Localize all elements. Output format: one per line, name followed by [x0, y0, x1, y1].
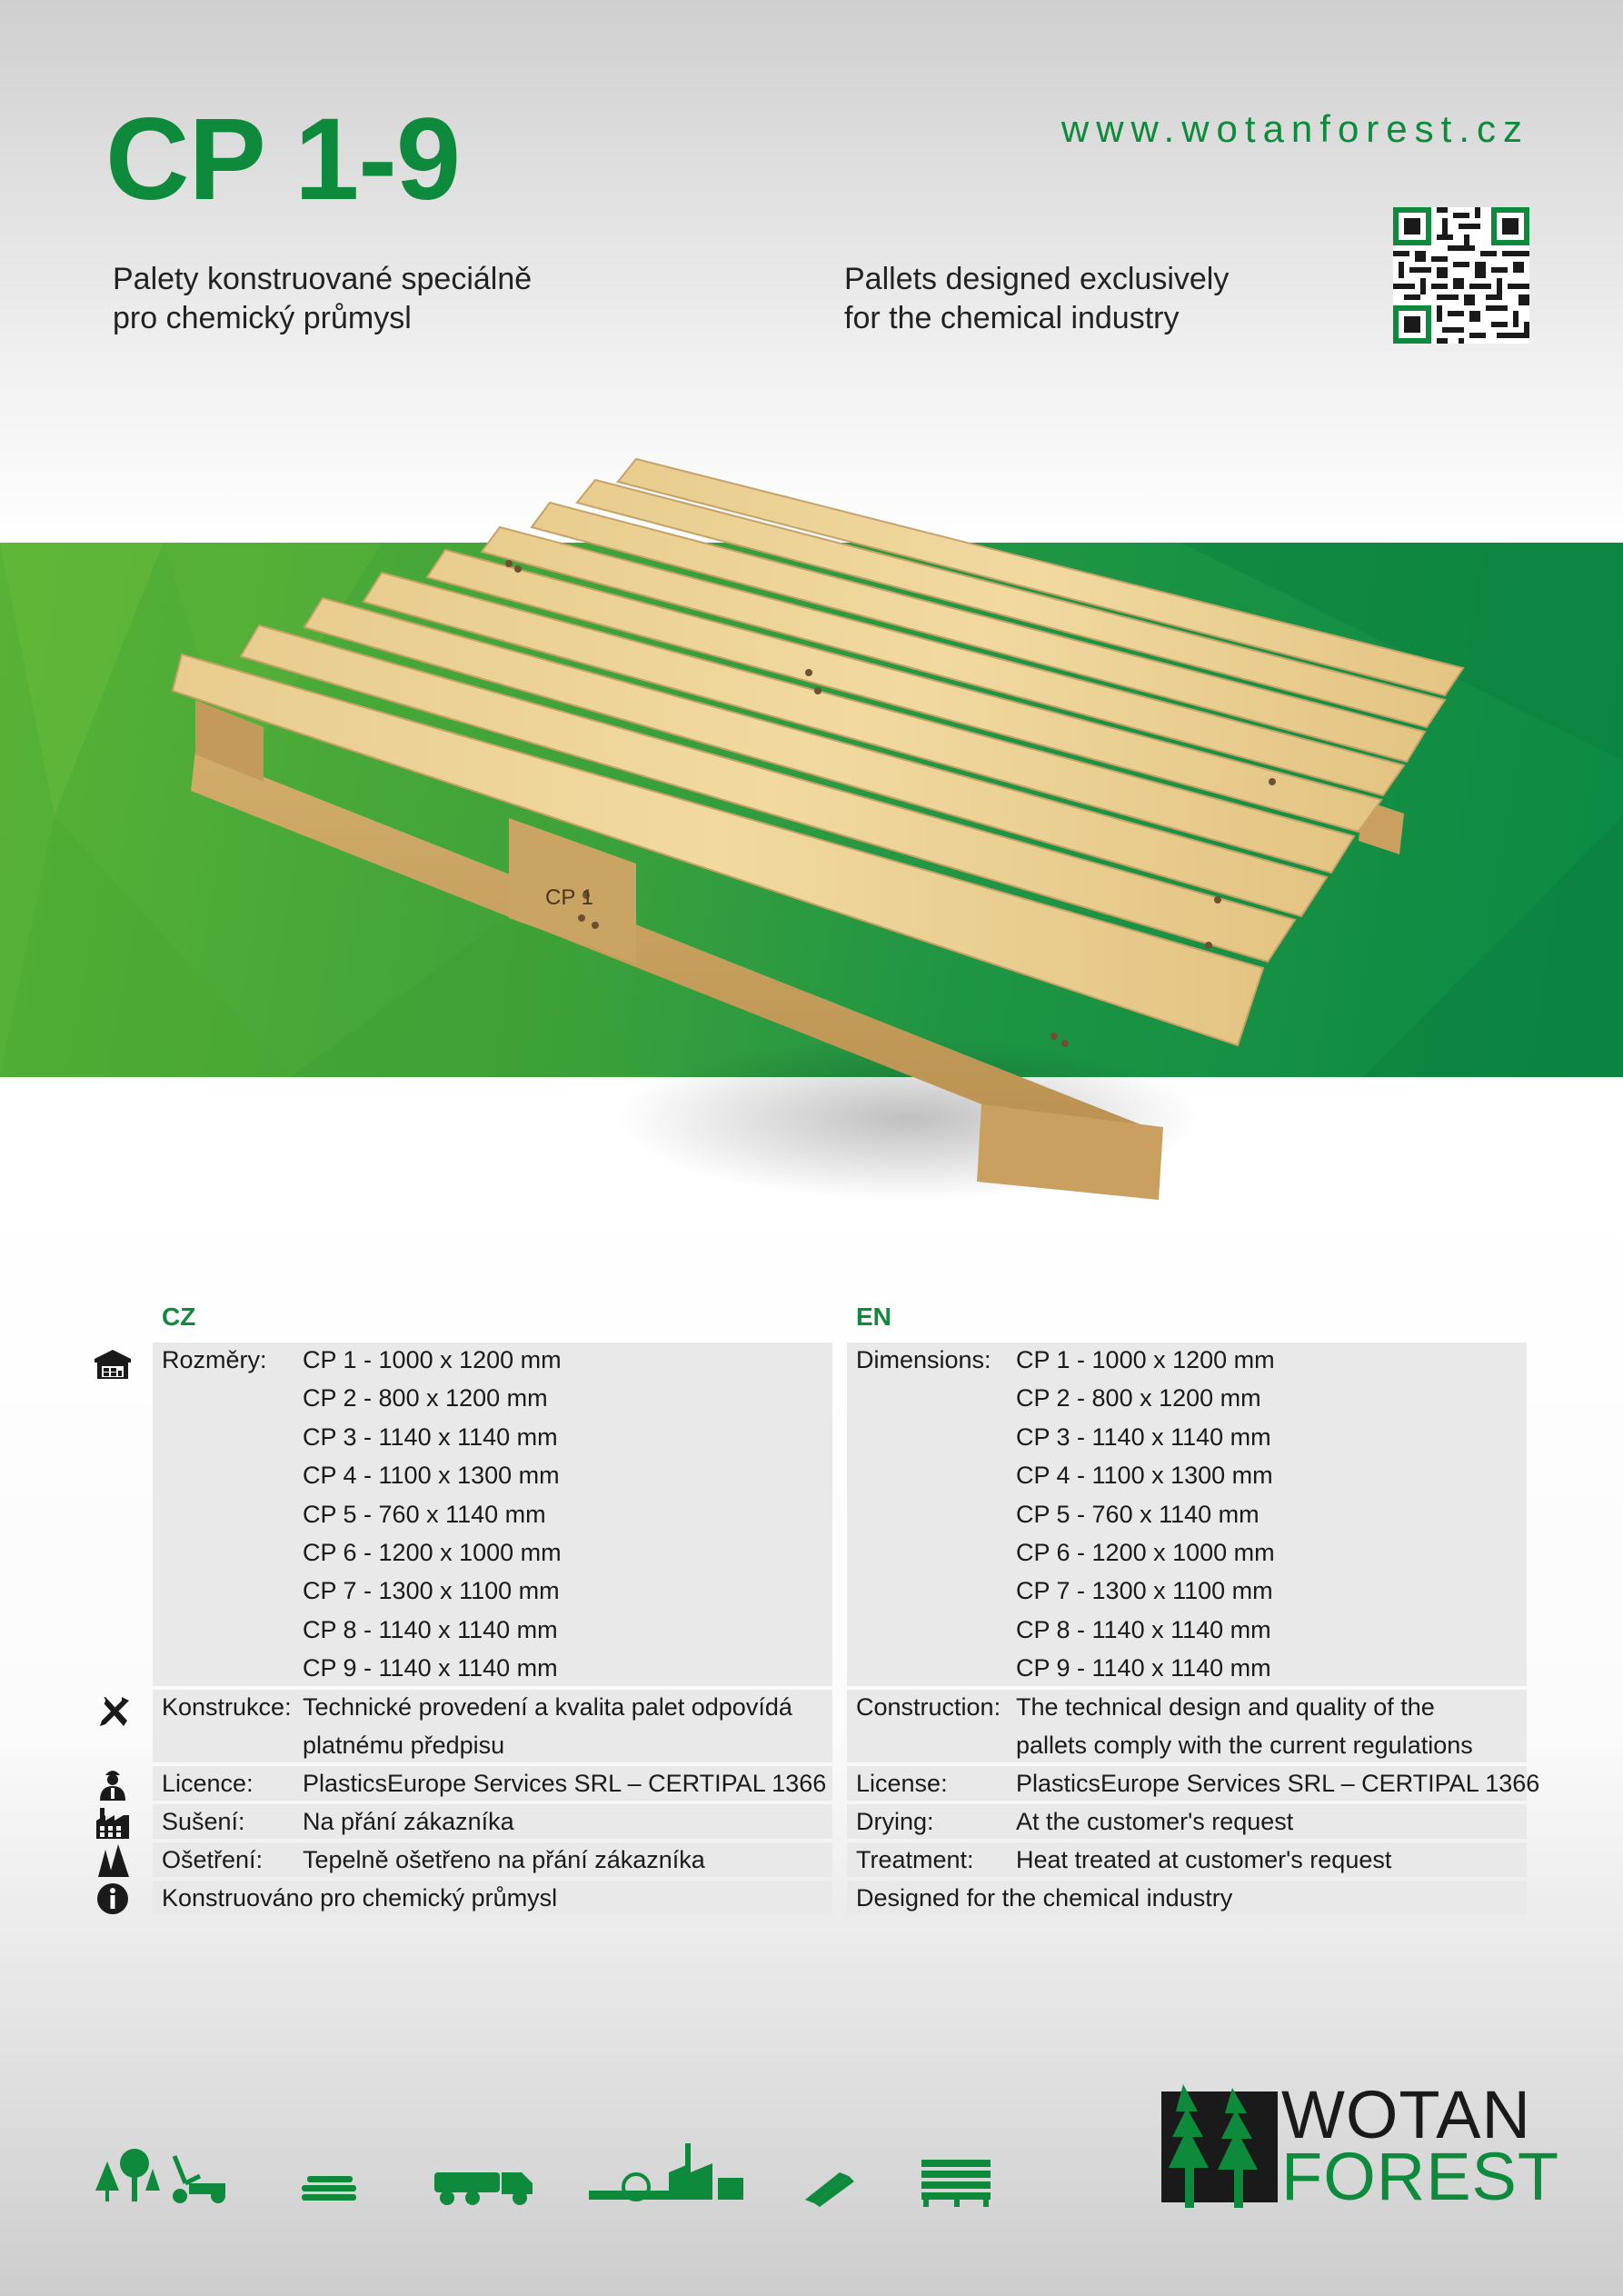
planks-icon [805, 2172, 854, 2207]
dimension-item-cz: CP 7 - 1300 x 1100 mm [303, 1577, 560, 1605]
dimension-item-en: CP 4 - 1100 x 1300 mm [1016, 1462, 1273, 1490]
en-heading: EN [856, 1303, 891, 1331]
page-title: CP 1-9 [105, 95, 461, 225]
dimension-item-en: CP 2 - 800 x 1200 mm [1016, 1384, 1261, 1413]
forest-harvester-icon [95, 2149, 225, 2203]
logo-forest-text: FOREST [1281, 2139, 1560, 2214]
dimensions-label-cz: Rozměry: [162, 1346, 267, 1373]
logs-icon [302, 2176, 356, 2201]
dimensions-label-en: Dimensions: [856, 1346, 991, 1373]
drying-value-en: At the customer's request [1016, 1808, 1294, 1835]
wotan-forest-logo-icon[interactable] [1161, 2084, 1278, 2208]
footer-process-icons [91, 2136, 1000, 2209]
warehouse-icon [93, 1346, 133, 1383]
license-value-cz: PlasticsEurope Services SRL – CERTIPAL 1366 [303, 1770, 827, 1797]
pallet-image [0, 436, 1623, 1236]
factory-icon [93, 1804, 133, 1841]
timber-truck-icon [434, 2172, 533, 2205]
pallet-stack-icon [921, 2160, 991, 2207]
dimension-item-en: CP 9 - 1140 x 1140 mm [1016, 1654, 1271, 1682]
subtitle-en-line: for the chemical industry [844, 301, 1180, 335]
treatment-label-cz: Ošetření: [162, 1846, 264, 1873]
subtitle-en-line: Pallets designed exclusively [844, 262, 1230, 296]
dimension-item-cz: CP 6 - 1200 x 1000 mm [303, 1539, 562, 1566]
subtitle-cz-line: Palety konstruované speciálně [113, 262, 533, 296]
treatment-label-en: Treatment: [856, 1846, 974, 1873]
construction-label-cz: Konstrukce: [162, 1693, 292, 1721]
drying-value-cz: Na přání zákazníka [303, 1808, 514, 1835]
sawmill-icon [589, 2143, 743, 2200]
license-label-cz: Licence: [162, 1770, 254, 1797]
qr-code-icon[interactable] [1393, 207, 1529, 344]
pallet-stamp: CP 1 [545, 885, 593, 910]
dimension-item-en: CP 3 - 1140 x 1140 mm [1016, 1423, 1271, 1451]
dimension-item-cz: CP 5 - 760 x 1140 mm [303, 1500, 546, 1528]
tools-icon [93, 1693, 133, 1730]
info-value-en: Designed for the chemical industry [856, 1884, 1233, 1912]
treatment-value-en: Heat treated at customer's request [1016, 1846, 1392, 1873]
subtitle-cz-line: pro chemický průmysl [113, 301, 412, 335]
construction-value-en: pallets comply with the current regulations [1016, 1732, 1473, 1759]
drying-label-en: Drying: [856, 1808, 934, 1835]
dimension-item-en: CP 7 - 1300 x 1100 mm [1016, 1577, 1273, 1605]
subtitle-cz [113, 260, 703, 338]
construction-value-cz: platnému předpisu [303, 1732, 505, 1759]
info-value-cz: Konstruováno pro chemický průmysl [162, 1884, 558, 1912]
license-value-en: PlasticsEurope Services SRL – CERTIPAL 1366 [1016, 1770, 1540, 1797]
dimension-item-cz: CP 8 - 1140 x 1140 mm [303, 1615, 558, 1643]
logo-wotan-text: WOTAN [1281, 2077, 1531, 2152]
dimension-item-cz: CP 9 - 1140 x 1140 mm [303, 1654, 558, 1682]
construction-value-en: The technical design and quality of the [1016, 1693, 1435, 1721]
drying-label-cz: Sušení: [162, 1808, 245, 1835]
dimension-item-cz: CP 1 - 1000 x 1200 mm [303, 1346, 562, 1373]
trees-icon [93, 1842, 133, 1879]
construction-value-cz: Technické provedení a kvalita palet odpovídá [303, 1693, 792, 1721]
dimension-item-cz: CP 2 - 800 x 1200 mm [303, 1384, 548, 1413]
treatment-value-cz: Tepelně ošetřeno na přání zákazníka [303, 1846, 705, 1873]
subtitle-en [844, 260, 1435, 338]
website-url[interactable]: www.wotanforest.cz [1060, 107, 1529, 150]
dimension-item-en: CP 8 - 1140 x 1140 mm [1016, 1615, 1271, 1643]
dimension-item-cz: CP 3 - 1140 x 1140 mm [303, 1423, 558, 1451]
worker-icon [93, 1766, 133, 1802]
dimension-item-cz: CP 4 - 1100 x 1300 mm [303, 1462, 560, 1490]
license-label-en: License: [856, 1770, 948, 1797]
dimension-item-en: CP 5 - 760 x 1140 mm [1016, 1500, 1260, 1528]
cz-heading: CZ [162, 1303, 196, 1331]
dimension-item-en: CP 1 - 1000 x 1200 mm [1016, 1346, 1275, 1373]
info-icon [93, 1881, 133, 1917]
dimension-item-en: CP 6 - 1200 x 1000 mm [1016, 1539, 1275, 1566]
construction-label-en: Construction: [856, 1693, 1001, 1721]
